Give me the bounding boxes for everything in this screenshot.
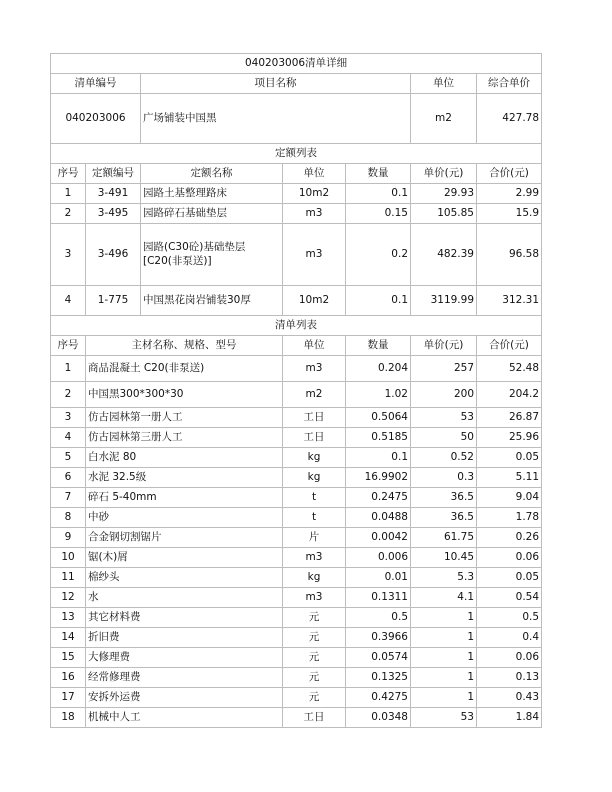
material-no: 4 — [51, 428, 86, 448]
material-unit: t — [283, 488, 346, 508]
quota-name: 中国黑花岗岩铺装30厚 — [141, 286, 283, 316]
quota-code: 3-491 — [86, 184, 141, 204]
bill-code: 040203006 — [51, 94, 141, 144]
material-unit: kg — [283, 468, 346, 488]
quota-row — [51, 224, 542, 286]
material-name: 水泥 32.5级 — [86, 468, 283, 488]
material-unit: 元 — [283, 688, 346, 708]
material-price: 10.45 — [411, 548, 477, 568]
bill-name: 广场铺装中国黑 — [141, 94, 411, 144]
material-total: 26.87 — [477, 408, 542, 428]
material-total: 52.48 — [477, 356, 542, 382]
material-unit: t — [283, 508, 346, 528]
material-total: 0.06 — [477, 548, 542, 568]
material-no: 10 — [51, 548, 86, 568]
material-qty: 0.01 — [346, 568, 411, 588]
quota-qty: 0.15 — [346, 204, 411, 224]
material-price: 200 — [411, 382, 477, 408]
quota-row — [51, 204, 542, 224]
quota-no: 2 — [51, 204, 86, 224]
material-qty: 0.5185 — [346, 428, 411, 448]
code-label: 清单编号 — [51, 74, 141, 94]
material-qty: 0.0042 — [346, 528, 411, 548]
material-name: 大修理费 — [86, 648, 283, 668]
material-name: 白水泥 80 — [86, 448, 283, 468]
material-no: 17 — [51, 688, 86, 708]
material-section-title: 清单列表 — [51, 316, 542, 336]
material-total: 5.11 — [477, 468, 542, 488]
material-name: 仿古园林第三册人工 — [86, 428, 283, 448]
material-price: 0.3 — [411, 468, 477, 488]
material-qty: 0.3966 — [346, 628, 411, 648]
material-name: 中砂 — [86, 508, 283, 528]
material-name: 经常修理费 — [86, 668, 283, 688]
material-unit: kg — [283, 568, 346, 588]
material-total: 0.54 — [477, 588, 542, 608]
quota-price: 3119.99 — [411, 286, 477, 316]
quota-row — [51, 286, 542, 316]
quota-total: 2.99 — [477, 184, 542, 204]
material-no: 7 — [51, 488, 86, 508]
material-total: 0.5 — [477, 608, 542, 628]
material-price: 0.52 — [411, 448, 477, 468]
material-qty: 0.1 — [346, 448, 411, 468]
material-row — [51, 628, 542, 648]
material-row — [51, 356, 542, 382]
material-price: 61.75 — [411, 528, 477, 548]
material-qty: 0.5064 — [346, 408, 411, 428]
material-total: 1.84 — [477, 708, 542, 728]
material-no: 2 — [51, 382, 86, 408]
material-unit: m3 — [283, 588, 346, 608]
material-column-header: 合价(元) — [477, 336, 542, 356]
material-total: 204.2 — [477, 382, 542, 408]
material-qty: 0.4275 — [346, 688, 411, 708]
material-price: 1 — [411, 608, 477, 628]
material-name: 碎石 5-40mm — [86, 488, 283, 508]
quota-name: 园路土基整理路床 — [141, 184, 283, 204]
quota-section-title: 定额列表 — [51, 144, 542, 164]
material-name: 安拆外运费 — [86, 688, 283, 708]
material-price: 4.1 — [411, 588, 477, 608]
material-no: 3 — [51, 408, 86, 428]
quota-price: 482.39 — [411, 224, 477, 286]
material-price: 53 — [411, 708, 477, 728]
material-total: 9.04 — [477, 488, 542, 508]
price-label: 综合单价 — [477, 74, 542, 94]
material-name: 水 — [86, 588, 283, 608]
material-price: 1 — [411, 648, 477, 668]
material-qty: 0.0574 — [346, 648, 411, 668]
material-name: 中国黑300*300*30 — [86, 382, 283, 408]
bill-unit: m2 — [411, 94, 477, 144]
material-row — [51, 528, 542, 548]
quota-column-header: 合价(元) — [477, 164, 542, 184]
material-row — [51, 648, 542, 668]
material-price: 36.5 — [411, 508, 477, 528]
quota-unit: m3 — [283, 204, 346, 224]
material-qty: 0.204 — [346, 356, 411, 382]
material-price: 257 — [411, 356, 477, 382]
material-total: 1.78 — [477, 508, 542, 528]
quota-column-header: 单位 — [283, 164, 346, 184]
material-unit: m3 — [283, 548, 346, 568]
quota-unit: 10m2 — [283, 184, 346, 204]
material-price: 36.5 — [411, 488, 477, 508]
material-no: 11 — [51, 568, 86, 588]
material-total: 0.26 — [477, 528, 542, 548]
material-no: 8 — [51, 508, 86, 528]
material-qty: 0.5 — [346, 608, 411, 628]
material-name: 其它材料费 — [86, 608, 283, 628]
material-unit: 片 — [283, 528, 346, 548]
material-unit: 工日 — [283, 428, 346, 448]
quota-unit: 10m2 — [283, 286, 346, 316]
material-column-header: 序号 — [51, 336, 86, 356]
material-row — [51, 408, 542, 428]
material-name: 锯(木)屑 — [86, 548, 283, 568]
material-total: 25.96 — [477, 428, 542, 448]
material-unit: 工日 — [283, 408, 346, 428]
quota-total: 15.9 — [477, 204, 542, 224]
material-name: 仿古园林第一册人工 — [86, 408, 283, 428]
quota-row — [51, 184, 542, 204]
quota-code: 3-496 — [86, 224, 141, 286]
quota-qty: 0.2 — [346, 224, 411, 286]
material-price: 5.3 — [411, 568, 477, 588]
material-name: 机械中人工 — [86, 708, 283, 728]
quota-name: 园路(C30砼)基础垫层[C20(非泵送)] — [141, 224, 283, 286]
quota-name: 园路碎石基础垫层 — [141, 204, 283, 224]
quota-column-header: 定额名称 — [141, 164, 283, 184]
material-row — [51, 608, 542, 628]
quota-code: 3-495 — [86, 204, 141, 224]
material-price: 1 — [411, 668, 477, 688]
material-unit: m3 — [283, 356, 346, 382]
material-price: 50 — [411, 428, 477, 448]
quota-price: 29.93 — [411, 184, 477, 204]
quota-column-header: 序号 — [51, 164, 86, 184]
quota-qty: 0.1 — [346, 286, 411, 316]
quota-no: 4 — [51, 286, 86, 316]
material-total: 0.13 — [477, 668, 542, 688]
quota-total: 312.31 — [477, 286, 542, 316]
quota-price: 105.85 — [411, 204, 477, 224]
material-total: 0.06 — [477, 648, 542, 668]
material-unit: 元 — [283, 668, 346, 688]
quota-no: 3 — [51, 224, 86, 286]
material-qty: 0.006 — [346, 548, 411, 568]
table-title: 040203006清单详细 — [51, 54, 542, 74]
name-label: 项目名称 — [141, 74, 411, 94]
material-row — [51, 428, 542, 448]
material-total: 0.43 — [477, 688, 542, 708]
material-qty: 1.02 — [346, 382, 411, 408]
quota-code: 1-775 — [86, 286, 141, 316]
material-no: 1 — [51, 356, 86, 382]
material-qty: 0.0488 — [346, 508, 411, 528]
quota-column-header: 数量 — [346, 164, 411, 184]
material-price: 1 — [411, 688, 477, 708]
material-column-header: 单位 — [283, 336, 346, 356]
material-unit: 元 — [283, 628, 346, 648]
material-unit: 元 — [283, 648, 346, 668]
material-unit: m2 — [283, 382, 346, 408]
material-row — [51, 548, 542, 568]
material-row — [51, 448, 542, 468]
material-unit: kg — [283, 448, 346, 468]
quota-column-header: 定额编号 — [86, 164, 141, 184]
material-no: 12 — [51, 588, 86, 608]
material-row — [51, 688, 542, 708]
material-unit: 工日 — [283, 708, 346, 728]
material-qty: 0.0348 — [346, 708, 411, 728]
quota-total: 96.58 — [477, 224, 542, 286]
material-name: 合金钢切割锯片 — [86, 528, 283, 548]
material-total: 0.05 — [477, 568, 542, 588]
quota-column-header: 单价(元) — [411, 164, 477, 184]
material-no: 13 — [51, 608, 86, 628]
quota-no: 1 — [51, 184, 86, 204]
material-row — [51, 468, 542, 488]
material-no: 9 — [51, 528, 86, 548]
material-no: 16 — [51, 668, 86, 688]
material-column-header: 主材名称、规格、型号 — [86, 336, 283, 356]
material-row — [51, 668, 542, 688]
bill-price: 427.78 — [477, 94, 542, 144]
material-price: 1 — [411, 628, 477, 648]
material-row — [51, 568, 542, 588]
material-no: 5 — [51, 448, 86, 468]
material-total: 0.4 — [477, 628, 542, 648]
material-qty: 0.1325 — [346, 668, 411, 688]
material-row — [51, 382, 542, 408]
material-column-header: 数量 — [346, 336, 411, 356]
material-unit: 元 — [283, 608, 346, 628]
unit-label: 单位 — [411, 74, 477, 94]
material-qty: 0.2475 — [346, 488, 411, 508]
material-qty: 16.9902 — [346, 468, 411, 488]
material-row — [51, 588, 542, 608]
material-name: 折旧费 — [86, 628, 283, 648]
quota-unit: m3 — [283, 224, 346, 286]
material-row — [51, 708, 542, 728]
material-no: 14 — [51, 628, 86, 648]
material-no: 6 — [51, 468, 86, 488]
material-qty: 0.1311 — [346, 588, 411, 608]
material-name: 商品混凝土 C20(非泵送) — [86, 356, 283, 382]
bill-detail-table — [50, 53, 542, 728]
material-name: 棉纱头 — [86, 568, 283, 588]
material-row — [51, 488, 542, 508]
material-price: 53 — [411, 408, 477, 428]
quota-qty: 0.1 — [346, 184, 411, 204]
material-no: 18 — [51, 708, 86, 728]
material-no: 15 — [51, 648, 86, 668]
material-row — [51, 508, 542, 528]
material-total: 0.05 — [477, 448, 542, 468]
material-column-header: 单价(元) — [411, 336, 477, 356]
